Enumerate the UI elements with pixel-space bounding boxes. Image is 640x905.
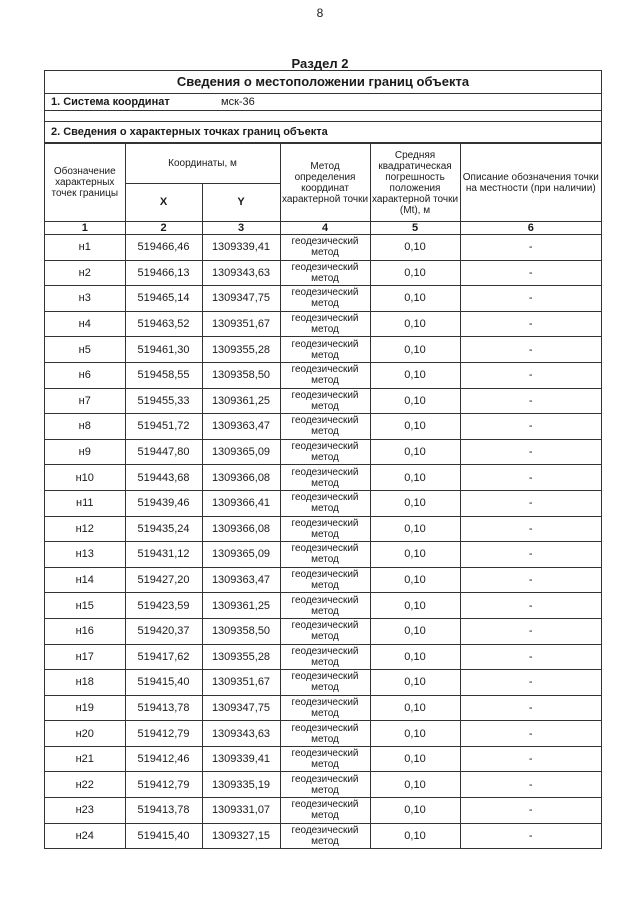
method-cell: геодезический метод	[280, 644, 370, 670]
method-cell: геодезический метод	[280, 490, 370, 516]
description-cell: -	[460, 695, 601, 721]
y-coordinate-cell: 1309343,63	[202, 721, 280, 747]
y-coordinate-cell: 1309347,75	[202, 695, 280, 721]
header-coordinates: Координаты, м	[125, 144, 280, 184]
header-error: Средняя квадратическая погрешность положения характерной точки (Mt), м	[370, 144, 460, 222]
table-row	[45, 235, 601, 261]
method-cell: геодезический метод	[280, 286, 370, 312]
column-number: 3	[202, 222, 280, 235]
description-cell: -	[460, 414, 601, 440]
section-title: Раздел 2	[291, 56, 349, 71]
table-row	[45, 746, 601, 772]
table-row	[45, 286, 601, 312]
error-cell: 0,10	[370, 516, 460, 542]
error-cell: 0,10	[370, 362, 460, 388]
table-row	[45, 465, 601, 491]
y-coordinate-cell: 1309327,15	[202, 823, 280, 849]
error-cell: 0,10	[370, 388, 460, 414]
spacer-row	[45, 111, 601, 122]
method-cell: геодезический метод	[280, 311, 370, 337]
header-x: X	[125, 183, 202, 222]
point-cell: н18	[45, 670, 125, 696]
table-row	[45, 670, 601, 696]
y-coordinate-cell: 1309355,28	[202, 337, 280, 363]
x-coordinate-cell: 519412,79	[125, 721, 202, 747]
point-cell: н4	[45, 311, 125, 337]
table-row	[45, 823, 601, 849]
y-coordinate-cell: 1309351,67	[202, 311, 280, 337]
description-cell: -	[460, 772, 601, 798]
error-cell: 0,10	[370, 542, 460, 568]
point-cell: н11	[45, 490, 125, 516]
table-header-row	[45, 144, 601, 184]
x-coordinate-cell: 519431,12	[125, 542, 202, 568]
method-cell: геодезический метод	[280, 772, 370, 798]
error-cell: 0,10	[370, 260, 460, 286]
table-row	[45, 362, 601, 388]
point-cell: н19	[45, 695, 125, 721]
coord-system-value: мск-36	[221, 96, 255, 108]
method-cell: геодезический метод	[280, 746, 370, 772]
method-cell: геодезический метод	[280, 670, 370, 696]
x-coordinate-cell: 519466,46	[125, 235, 202, 261]
info-title: Сведения о местоположении границ объекта	[45, 70, 601, 94]
x-coordinate-cell: 519413,78	[125, 798, 202, 824]
point-cell: н21	[45, 746, 125, 772]
x-coordinate-cell: 519435,24	[125, 516, 202, 542]
x-coordinate-cell: 519465,14	[125, 286, 202, 312]
y-coordinate-cell: 1309366,08	[202, 465, 280, 491]
method-cell: геодезический метод	[280, 542, 370, 568]
boundary-document	[44, 70, 602, 849]
table-row	[45, 798, 601, 824]
column-number: 5	[370, 222, 460, 235]
point-cell: н23	[45, 798, 125, 824]
method-cell: геодезический метод	[280, 823, 370, 849]
point-cell: н5	[45, 337, 125, 363]
y-coordinate-cell: 1309343,63	[202, 260, 280, 286]
x-coordinate-cell: 519413,78	[125, 695, 202, 721]
description-cell: -	[460, 798, 601, 824]
y-coordinate-cell: 1309358,50	[202, 362, 280, 388]
method-cell: геодезический метод	[280, 465, 370, 491]
point-cell: н1	[45, 235, 125, 261]
method-cell: геодезический метод	[280, 362, 370, 388]
point-cell: н13	[45, 542, 125, 568]
table-row	[45, 618, 601, 644]
point-cell: н15	[45, 593, 125, 619]
table-row	[45, 516, 601, 542]
method-cell: геодезический метод	[280, 798, 370, 824]
column-number-row	[45, 222, 601, 235]
table-row	[45, 593, 601, 619]
description-cell: -	[460, 644, 601, 670]
table-row	[45, 721, 601, 747]
error-cell: 0,10	[370, 746, 460, 772]
x-coordinate-cell: 519415,40	[125, 823, 202, 849]
x-coordinate-cell: 519451,72	[125, 414, 202, 440]
error-cell: 0,10	[370, 337, 460, 363]
description-cell: -	[460, 516, 601, 542]
description-cell: -	[460, 286, 601, 312]
error-cell: 0,10	[370, 772, 460, 798]
y-coordinate-cell: 1309355,28	[202, 644, 280, 670]
table-row	[45, 644, 601, 670]
description-cell: -	[460, 746, 601, 772]
description-cell: -	[460, 260, 601, 286]
column-number: 1	[45, 222, 125, 235]
x-coordinate-cell: 519461,30	[125, 337, 202, 363]
point-cell: н16	[45, 618, 125, 644]
error-cell: 0,10	[370, 439, 460, 465]
x-coordinate-cell: 519463,52	[125, 311, 202, 337]
method-cell: геодезический метод	[280, 695, 370, 721]
column-number: 2	[125, 222, 202, 235]
method-cell: геодезический метод	[280, 618, 370, 644]
description-cell: -	[460, 490, 601, 516]
y-coordinate-cell: 1309347,75	[202, 286, 280, 312]
header-y: Y	[202, 183, 280, 222]
description-cell: -	[460, 721, 601, 747]
y-coordinate-cell: 1309363,47	[202, 414, 280, 440]
method-cell: геодезический метод	[280, 388, 370, 414]
x-coordinate-cell: 519415,40	[125, 670, 202, 696]
point-cell: н9	[45, 439, 125, 465]
y-coordinate-cell: 1309335,19	[202, 772, 280, 798]
header-method: Метод определения координат характерной точки	[280, 144, 370, 222]
description-cell: -	[460, 465, 601, 491]
x-coordinate-cell: 519439,46	[125, 490, 202, 516]
point-cell: н20	[45, 721, 125, 747]
method-cell: геодезический метод	[280, 414, 370, 440]
table-row	[45, 772, 601, 798]
x-coordinate-cell: 519412,46	[125, 746, 202, 772]
y-coordinate-cell: 1309366,08	[202, 516, 280, 542]
point-cell: н14	[45, 567, 125, 593]
point-cell: н3	[45, 286, 125, 312]
error-cell: 0,10	[370, 618, 460, 644]
x-coordinate-cell: 519412,79	[125, 772, 202, 798]
y-coordinate-cell: 1309339,41	[202, 235, 280, 261]
method-cell: геодезический метод	[280, 235, 370, 261]
x-coordinate-cell: 519447,80	[125, 439, 202, 465]
error-cell: 0,10	[370, 695, 460, 721]
description-cell: -	[460, 670, 601, 696]
y-coordinate-cell: 1309365,09	[202, 439, 280, 465]
description-cell: -	[460, 439, 601, 465]
column-number: 6	[460, 222, 601, 235]
error-cell: 0,10	[370, 798, 460, 824]
x-coordinate-cell: 519466,13	[125, 260, 202, 286]
table-row	[45, 439, 601, 465]
table-row	[45, 337, 601, 363]
description-cell: -	[460, 823, 601, 849]
y-coordinate-cell: 1309361,25	[202, 593, 280, 619]
error-cell: 0,10	[370, 644, 460, 670]
y-coordinate-cell: 1309331,07	[202, 798, 280, 824]
method-cell: геодезический метод	[280, 516, 370, 542]
point-cell: н10	[45, 465, 125, 491]
x-coordinate-cell: 519455,33	[125, 388, 202, 414]
error-cell: 0,10	[370, 490, 460, 516]
method-cell: геодезический метод	[280, 721, 370, 747]
method-cell: геодезический метод	[280, 567, 370, 593]
x-coordinate-cell: 519443,68	[125, 465, 202, 491]
error-cell: 0,10	[370, 235, 460, 261]
method-cell: геодезический метод	[280, 337, 370, 363]
point-cell: н7	[45, 388, 125, 414]
x-coordinate-cell: 519423,59	[125, 593, 202, 619]
description-cell: -	[460, 362, 601, 388]
table-row	[45, 311, 601, 337]
description-cell: -	[460, 618, 601, 644]
description-cell: -	[460, 542, 601, 568]
x-coordinate-cell: 519427,20	[125, 567, 202, 593]
y-coordinate-cell: 1309366,41	[202, 490, 280, 516]
table-row	[45, 490, 601, 516]
x-coordinate-cell: 519417,62	[125, 644, 202, 670]
error-cell: 0,10	[370, 286, 460, 312]
point-cell: н12	[45, 516, 125, 542]
point-cell: н17	[45, 644, 125, 670]
error-cell: 0,10	[370, 721, 460, 747]
coord-system-label: 1. Система координат	[51, 96, 170, 108]
error-cell: 0,10	[370, 465, 460, 491]
table-row	[45, 695, 601, 721]
table-row	[45, 414, 601, 440]
error-cell: 0,10	[370, 593, 460, 619]
y-coordinate-cell: 1309365,09	[202, 542, 280, 568]
points-section-title: 2. Сведения о характерных точках границ объекта	[45, 122, 601, 143]
method-cell: геодезический метод	[280, 593, 370, 619]
page-number: 8	[316, 6, 324, 20]
points-table	[45, 143, 601, 849]
point-cell: н8	[45, 414, 125, 440]
y-coordinate-cell: 1309361,25	[202, 388, 280, 414]
table-row	[45, 567, 601, 593]
description-cell: -	[460, 311, 601, 337]
y-coordinate-cell: 1309351,67	[202, 670, 280, 696]
y-coordinate-cell: 1309358,50	[202, 618, 280, 644]
method-cell: геодезический метод	[280, 439, 370, 465]
point-cell: н2	[45, 260, 125, 286]
x-coordinate-cell: 519420,37	[125, 618, 202, 644]
error-cell: 0,10	[370, 670, 460, 696]
error-cell: 0,10	[370, 414, 460, 440]
point-cell: н6	[45, 362, 125, 388]
error-cell: 0,10	[370, 823, 460, 849]
method-cell: геодезический метод	[280, 260, 370, 286]
description-cell: -	[460, 388, 601, 414]
y-coordinate-cell: 1309363,47	[202, 567, 280, 593]
error-cell: 0,10	[370, 567, 460, 593]
point-cell: н24	[45, 823, 125, 849]
column-number: 4	[280, 222, 370, 235]
description-cell: -	[460, 337, 601, 363]
table-row	[45, 542, 601, 568]
description-cell: -	[460, 235, 601, 261]
table-row	[45, 260, 601, 286]
x-coordinate-cell: 519458,55	[125, 362, 202, 388]
header-designation: Обозначение характерных точек границы	[45, 144, 125, 222]
point-cell: н22	[45, 772, 125, 798]
header-description: Описание обозначения точки на местности (при наличии)	[460, 144, 601, 222]
description-cell: -	[460, 593, 601, 619]
description-cell: -	[460, 567, 601, 593]
error-cell: 0,10	[370, 311, 460, 337]
table-row	[45, 388, 601, 414]
coord-system-row	[45, 94, 601, 111]
y-coordinate-cell: 1309339,41	[202, 746, 280, 772]
